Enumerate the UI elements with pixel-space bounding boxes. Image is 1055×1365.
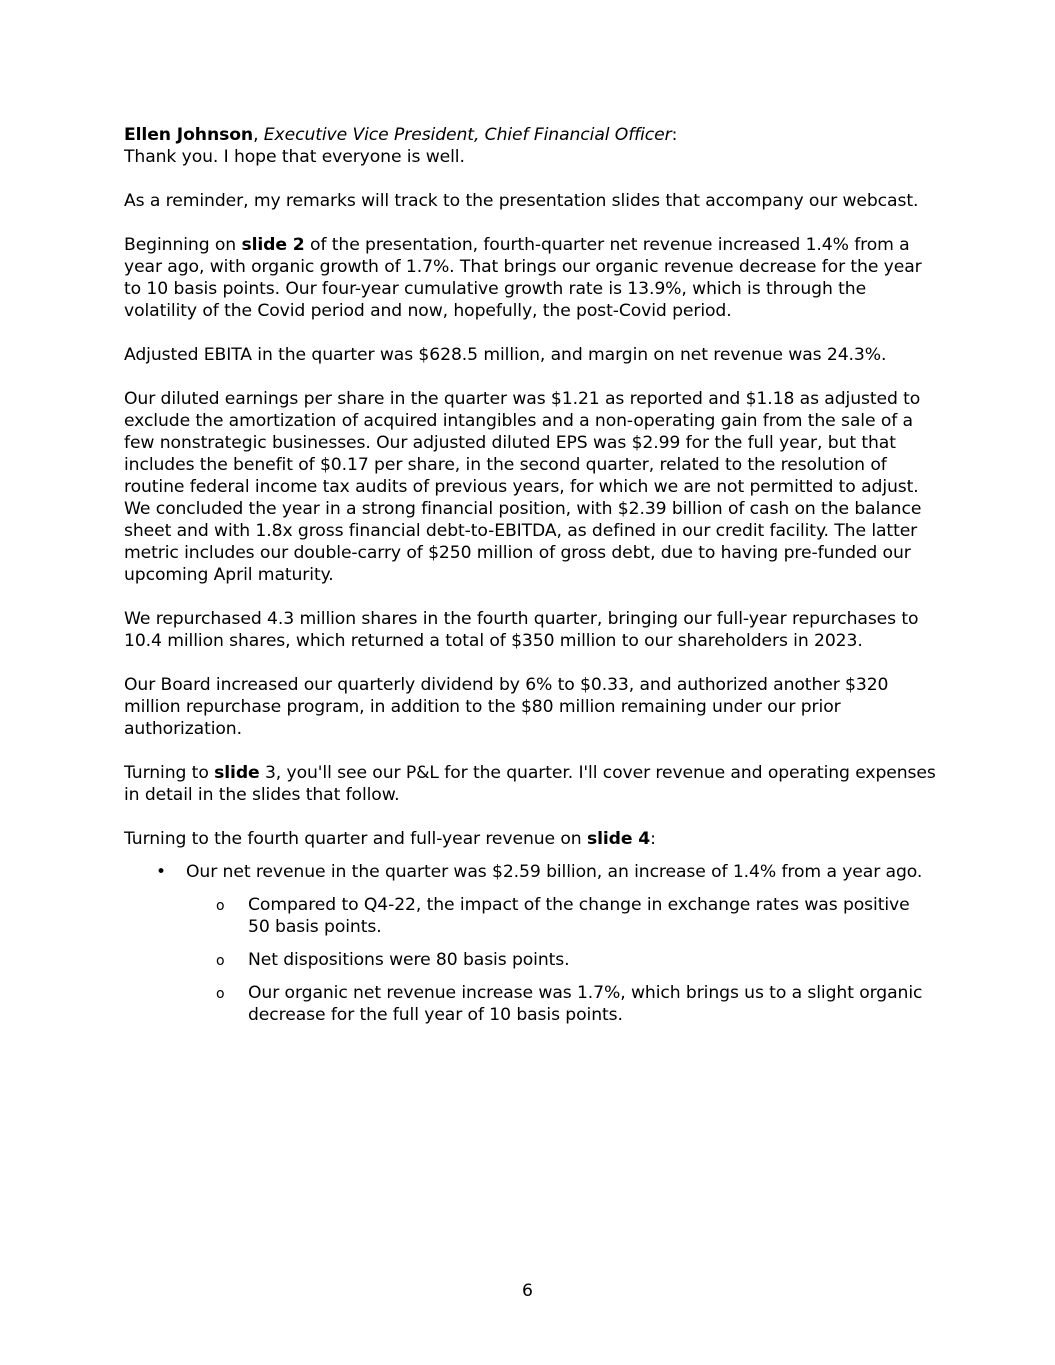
circle-bullet-icon: o: [216, 986, 225, 1002]
paragraph-reminder: As a reminder, my remarks will track to the presentation slides that accompany our webcast.: [124, 191, 919, 211]
slide-4-ref: slide 4: [586, 829, 651, 849]
list-item: [124, 861, 936, 1026]
sub-bullet-text: Our organic net revenue increase was 1.7%, which brings us to a slight organic decrease for the full year of 10 basis points.: [248, 983, 923, 1025]
speaker-intro: [124, 124, 936, 168]
circle-bullet-icon: o: [216, 953, 225, 969]
speaker-name: Ellen Johnson: [124, 125, 254, 145]
speaker-title: Executive Vice President, Chief Financial Officer: [263, 125, 672, 145]
list-item: [186, 949, 936, 971]
slide-4-post: :: [650, 829, 656, 849]
paragraph-slide-4: [124, 828, 936, 850]
paragraph-slide-3: [124, 762, 936, 806]
speaker-separator: ,: [253, 125, 264, 145]
speaker-colon: :: [671, 125, 678, 145]
paragraph-slide-2: [124, 234, 936, 322]
list-item: [186, 982, 936, 1026]
paragraph-eps: Our diluted earnings per share in the quarter was $1.21 as reported and $1.18 as adjusted to exclude the amortization of acquired intangibles and a non-operating gain from the sale of a few nonstrategic businesses. Our adjusted diluted EPS was $2.99 for the full year, but that includes the benefit of $0.17 per share, in the second quarter, related to the resolution of routine federal income tax audits of previous years, for which we are not permitted to adjust. We concluded the year in a strong financial position, with $2.39 billion of cash on the balance sheet and with 1.8x gross financial debt-to-EBITDA, as defined in our credit facility. The latter metric includes our double-carry of $250 million of gross debt, due to having pre-funded our upcoming April maturity.: [124, 389, 922, 585]
page-number: 6: [522, 1281, 533, 1301]
slide-2-pre: Beginning on: [124, 235, 242, 255]
speaker-opening: Thank you. I hope that everyone is well.: [124, 147, 465, 167]
slide-3-ref: slide: [214, 763, 260, 783]
paragraph-repurchase: We repurchased 4.3 million shares in the fourth quarter, bringing our full-year repurchases to 10.4 million shares, which returned a total of $350 million to our shareholders in 2023.: [124, 609, 919, 651]
slide-3-pre: Turning to: [124, 763, 215, 783]
slide-4-pre: Turning to the fourth quarter and full-year revenue on: [124, 829, 587, 849]
sub-bullet-text: Compared to Q4-22, the impact of the change in exchange rates was positive 50 basis points.: [248, 895, 910, 937]
slide-2-ref: slide 2: [241, 235, 305, 255]
sub-bullet-list: [186, 894, 936, 1026]
sub-bullet-text: Net dispositions were 80 basis points.: [248, 950, 570, 970]
transcript-page: [124, 124, 936, 1037]
slide-3-post: 3, you'll see our P&L for the quarter. I'll cover revenue and operating expenses in detail in the slides that follow.: [124, 763, 936, 805]
paragraph-ebita: Adjusted EBITA in the quarter was $628.5 million, and margin on net revenue was 24.3%.: [124, 345, 887, 365]
revenue-bullet-list: [124, 861, 936, 1026]
list-item: [186, 894, 936, 938]
paragraph-board: Our Board increased our quarterly dividend by 6% to $0.33, and authorized another $320 million repurchase program, in addition to the $80 million remaining under our prior authorization.: [124, 675, 889, 739]
slide-2-post: of the presentation, fourth-quarter net revenue increased 1.4% from a year ago, with organic growth of 1.7%. That brings our organic revenue decrease for the year to 10 basis points. Our four-year cumulative growth rate is 13.9%, which is through the volatility of the Covid period and now, hopefully, the post-Covid period.: [124, 235, 922, 321]
bullet-icon: •: [156, 862, 166, 882]
bullet-text: Our net revenue in the quarter was $2.59 billion, an increase of 1.4% from a year ago.: [186, 862, 923, 882]
circle-bullet-icon: o: [216, 898, 225, 914]
